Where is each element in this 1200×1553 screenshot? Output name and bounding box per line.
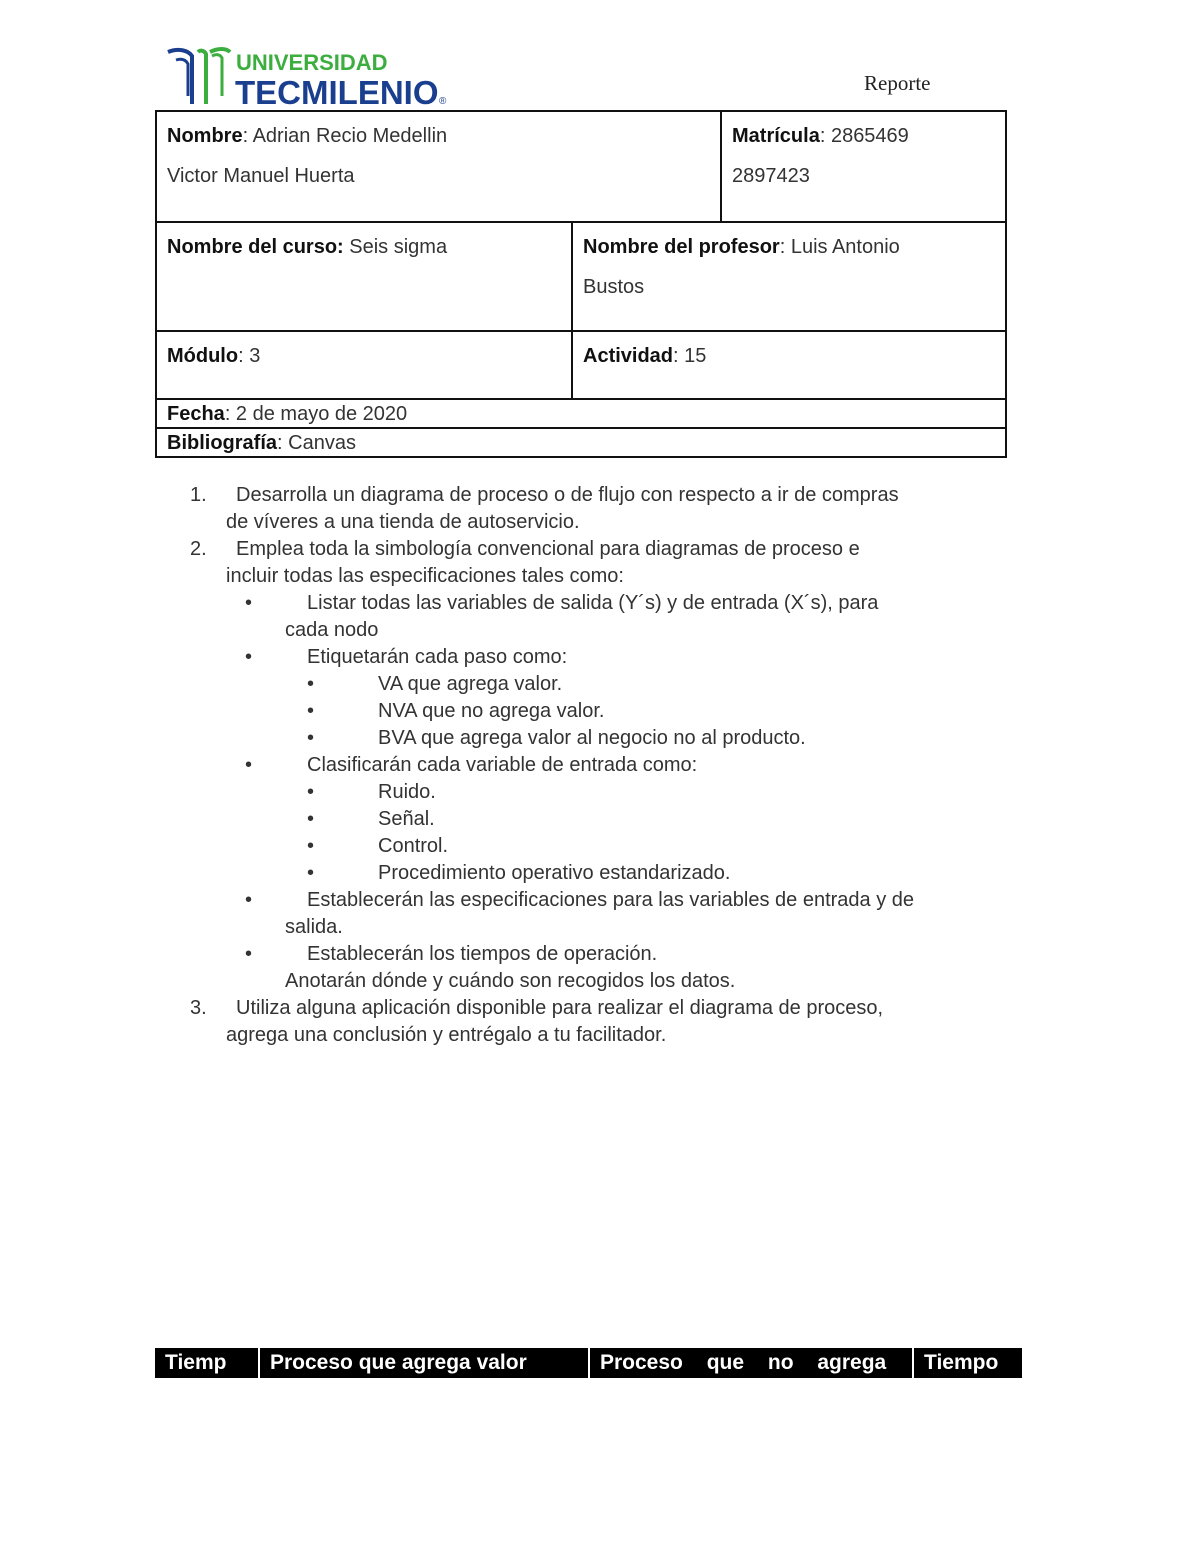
instructions-list [185,482,1035,1049]
professor-label: Nombre del profesor [583,236,780,258]
name-cell [156,111,721,222]
item-text: VA que agrega valor. [378,673,563,695]
module-value: : 3 [238,345,261,367]
report-label: Reporte [864,71,931,95]
item-text: Listar todas las variables de salida (Y´s) y de entrada (X´s), para [307,592,879,614]
bullet-icon: • [245,592,253,614]
name-value-2: Victor Manuel Huerta [167,165,355,187]
id-value: : 2865469 [819,125,909,147]
list-item [185,590,1035,644]
column-header: Proceso que no agrega [589,1348,913,1378]
item-text: agrega una conclusión y entrégalo a tu facilitador. [226,1024,667,1046]
registered-mark: ® [439,96,447,107]
item-text: salida. [285,916,343,938]
bullet-icon: • [307,808,315,830]
logo-text-bottom: TECMILENIO [235,74,439,110]
professor-cell [572,222,1006,331]
bullet-icon: • [245,889,253,911]
id-label: Matrícula [732,125,820,147]
process-table-header [155,1348,1022,1378]
id-value-2: 2897423 [732,165,810,187]
column-header: Proceso que agrega valor [259,1348,589,1378]
list-item [185,644,1035,671]
professor-value: : Luis Antonio [779,236,900,258]
bullet-icon: • [307,862,315,884]
bullet-icon: • [307,673,315,695]
list-item [185,887,1035,941]
item-text: Señal. [378,808,435,830]
list-item [185,779,1035,806]
student-info-table [155,110,1007,458]
bullet-icon: • [307,727,315,749]
list-item [185,536,1035,590]
list-item [185,698,1035,725]
date-label: Fecha [167,403,225,425]
item-text: Establecerán los tiempos de operación. [307,943,658,965]
logo-mark-icon [168,49,230,104]
tecmilenio-logo [166,46,456,110]
list-item [185,671,1035,698]
item-text: Procedimiento operativo estandarizado. [378,862,731,884]
list-item [185,752,1035,779]
course-label: Nombre del curso: [167,236,344,258]
item-text: NVA que no agrega valor. [378,700,605,722]
bullet-icon: • [307,781,315,803]
module-cell [156,331,572,399]
list-item [185,482,1035,536]
list-item [185,725,1035,752]
course-cell [156,222,572,331]
item-text: Control. [378,835,449,857]
item-text: Utiliza alguna aplicación disponible para realizar el diagrama de proceso, [236,997,884,1019]
activity-value: : 15 [673,345,707,367]
item-text: Ruido. [378,781,436,803]
item-text: Anotarán dónde y cuándo son recogidos los datos. [285,970,736,992]
bibliography-value: : Canvas [277,432,356,454]
bullet-icon: • [307,835,315,857]
item-text: incluir todas las especificaciones tales como: [226,565,624,587]
list-item [185,833,1035,860]
item-text: Emplea toda la simbología convencional para diagramas de proceso e [236,538,860,560]
bibliography-label: Bibliografía [167,432,278,454]
activity-label: Actividad [583,345,674,367]
bullet-icon: • [307,700,315,722]
name-value: : Adrian Recio Medellin [242,125,448,147]
item-text: BVA que agrega valor al negocio no al producto. [378,727,806,749]
bullet-icon: • [245,754,253,776]
item-text: Etiquetarán cada paso como: [307,646,568,668]
logo-text-top: UNIVERSIDAD [236,50,388,75]
item-text: Desarrolla un diagrama de proceso o de flujo con respecto a ir de compras [236,484,899,506]
list-item [185,860,1035,887]
date-cell [156,399,1006,428]
column-header: Tiemp [155,1348,259,1378]
bullet-icon: • [245,943,253,965]
professor-value-2: Bustos [583,276,645,298]
bullet-icon: • [245,646,253,668]
list-item [185,941,1035,995]
item-number: 2. [190,538,207,560]
module-label: Módulo [167,345,239,367]
item-text: cada nodo [285,619,379,641]
activity-cell [572,331,1006,399]
date-value: : 2 de mayo de 2020 [224,403,408,425]
item-text: Establecerán las especificaciones para las variables de entrada y de [307,889,915,911]
bibliography-cell [156,428,1006,457]
list-item [185,995,1035,1049]
column-header: Tiempo [924,1351,999,1374]
item-number: 3. [190,997,207,1019]
list-item [185,806,1035,833]
course-value: Seis sigma [343,236,448,258]
id-cell [721,111,1006,222]
item-text: de víveres a una tienda de autoservicio. [226,511,580,533]
item-number: 1. [190,484,207,506]
item-text: Clasificarán cada variable de entrada como: [307,754,698,776]
name-label: Nombre [167,125,243,147]
